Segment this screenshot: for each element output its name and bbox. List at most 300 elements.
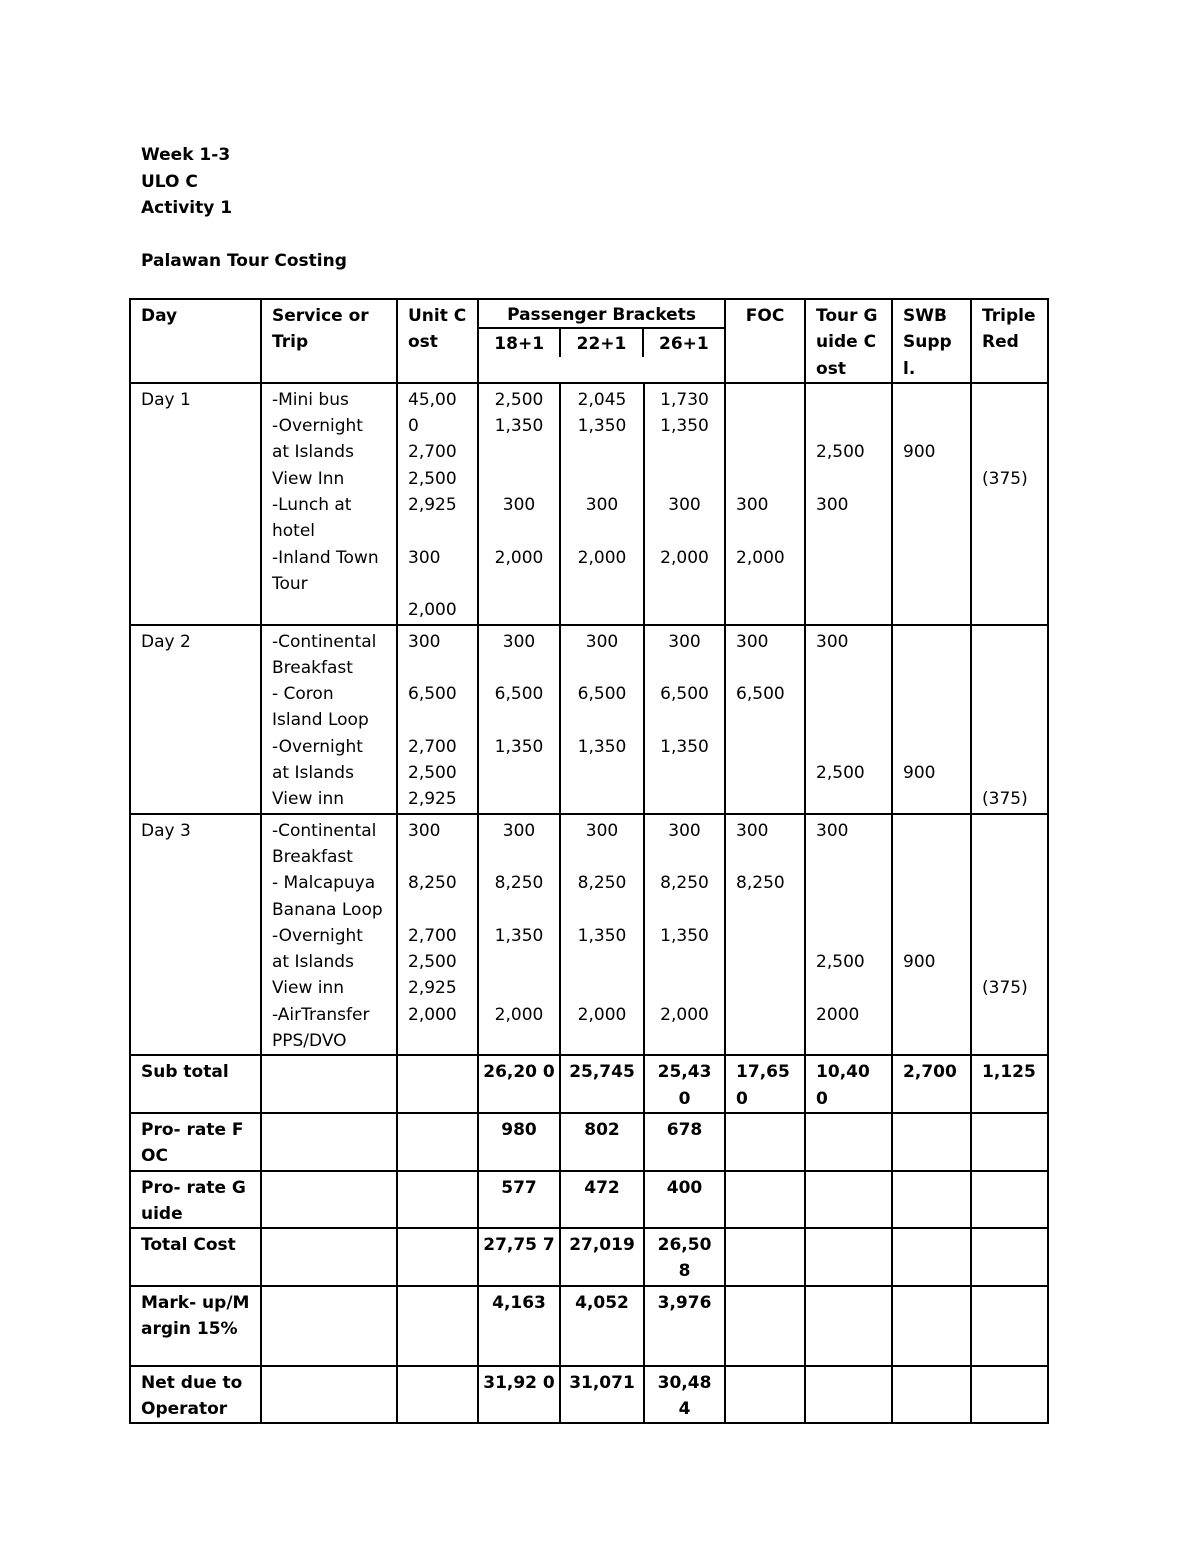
line-value: -Mini bus <box>272 389 349 410</box>
line-value: 8,250 <box>660 873 709 894</box>
service-cell <box>261 625 397 814</box>
line-value <box>649 655 720 681</box>
line-value <box>736 1002 794 1028</box>
triple-cell <box>971 383 1048 625</box>
day-cell: Day 3 <box>130 814 261 1056</box>
b1-cell <box>478 625 560 814</box>
line-value <box>736 439 794 465</box>
line-value <box>483 597 555 623</box>
line-value <box>903 681 960 707</box>
line-value: hotel <box>272 521 316 542</box>
summary-swb <box>892 1366 971 1424</box>
summary-b3: 3,976 <box>644 1286 725 1366</box>
line-value <box>982 629 1037 655</box>
bracket-18-1: 18+1 <box>494 334 545 354</box>
line-value <box>982 818 1037 844</box>
summary-row <box>130 1055 1048 1113</box>
line-value <box>982 897 1037 923</box>
line-value: -Continental <box>272 820 377 841</box>
line-value <box>816 870 881 896</box>
line-value <box>903 492 960 518</box>
line-value: 1,350 <box>660 736 709 757</box>
summary-triple <box>971 1366 1048 1424</box>
line-value: 2,700 <box>408 925 457 946</box>
line-value <box>649 571 720 597</box>
header-tour-guide: Tour Guide Cost <box>805 299 892 383</box>
empty-cell <box>397 1366 478 1424</box>
unit-cost-cell <box>397 625 478 814</box>
line-value: -Inland Town <box>272 547 379 568</box>
line-value: 1,350 <box>494 925 544 946</box>
line-value <box>736 897 794 923</box>
line-value: 6,500 <box>736 684 785 705</box>
header-passenger-brackets <box>478 299 725 383</box>
line-value: Breakfast <box>272 657 353 678</box>
line-value: 2,500 <box>494 389 544 410</box>
line-value <box>982 923 1037 949</box>
summary-b3: 678 <box>644 1113 725 1171</box>
line-value <box>816 844 881 870</box>
line-value: at Islands <box>272 952 354 973</box>
line-value: 300 <box>816 631 849 652</box>
line-value <box>565 786 639 812</box>
line-value <box>408 518 467 544</box>
line-value <box>736 734 794 760</box>
summary-triple <box>971 1113 1048 1171</box>
line-value <box>483 518 555 544</box>
line-value <box>816 387 881 413</box>
line-value <box>736 707 794 733</box>
summary-b2: 472 <box>560 1171 644 1229</box>
line-value: 2,500 <box>816 442 865 463</box>
summary-triple <box>971 1286 1048 1366</box>
line-value <box>736 413 794 439</box>
bracket-26-1: 26+1 <box>642 329 724 357</box>
summary-b3: 400 <box>644 1171 725 1229</box>
summary-b3: 25,43 0 <box>644 1055 725 1113</box>
summary-b2: 31,071 <box>560 1366 644 1424</box>
summary-b2: 802 <box>560 1113 644 1171</box>
document-title: Palawan Tour Costing <box>141 251 347 271</box>
line-value <box>408 844 467 870</box>
line-value: 2,700 <box>408 736 457 757</box>
week-label: Week 1-3 <box>141 145 231 165</box>
summary-label: Sub total <box>130 1055 261 1113</box>
line-value <box>982 439 1037 465</box>
line-value <box>565 707 639 733</box>
empty-cell <box>261 1228 397 1286</box>
line-value <box>649 1028 720 1054</box>
swb-cell <box>892 814 971 1056</box>
line-value: 2,700 <box>408 442 457 463</box>
line-value <box>408 571 467 597</box>
summary-row <box>130 1366 1048 1424</box>
line-value <box>816 1028 881 1054</box>
summary-b1: 4,163 <box>478 1286 560 1366</box>
summary-label: Pro- rate Guide <box>130 1171 261 1229</box>
line-value: 2,000 <box>494 547 544 568</box>
line-value <box>649 466 720 492</box>
line-value: 0 <box>408 416 419 437</box>
tour-guide-cell <box>805 625 892 814</box>
line-value <box>816 681 881 707</box>
summary-foc <box>725 1286 805 1366</box>
line-value <box>816 597 881 623</box>
line-value <box>408 1028 467 1054</box>
empty-cell <box>261 1113 397 1171</box>
line-value <box>816 545 881 571</box>
document-header <box>141 142 347 275</box>
foc-cell <box>725 814 805 1056</box>
line-value <box>903 1028 960 1054</box>
summary-tour-guide <box>805 1113 892 1171</box>
empty-cell <box>397 1228 478 1286</box>
line-value <box>483 466 555 492</box>
service-cell <box>261 383 397 625</box>
summary-triple <box>971 1228 1048 1286</box>
line-value: PPS/DVO <box>272 1031 347 1052</box>
line-value: 300 <box>668 820 701 841</box>
line-value: 2000 <box>816 1004 860 1025</box>
summary-row <box>130 1171 1048 1229</box>
summary-swb <box>892 1228 971 1286</box>
triple-cell <box>971 814 1048 1056</box>
line-value <box>982 387 1037 413</box>
header-swb: SWB Suppl. <box>892 299 971 383</box>
summary-foc <box>725 1228 805 1286</box>
line-value: 2,000 <box>660 1004 709 1025</box>
line-value <box>903 545 960 571</box>
line-value: 1,350 <box>577 925 627 946</box>
unit-cost-cell <box>397 814 478 1056</box>
line-value <box>982 870 1037 896</box>
line-value <box>816 413 881 439</box>
line-value <box>649 897 720 923</box>
line-value: 6,500 <box>660 684 709 705</box>
line-value <box>816 466 881 492</box>
line-value <box>649 597 720 623</box>
header-foc: FOC <box>725 299 805 383</box>
line-value <box>649 975 720 1001</box>
unit-cost-cell <box>397 383 478 625</box>
line-value <box>565 760 639 786</box>
day-cell: Day 2 <box>130 625 261 814</box>
line-value <box>649 760 720 786</box>
summary-triple <box>971 1171 1048 1229</box>
day-row <box>130 625 1048 814</box>
line-value <box>565 1028 639 1054</box>
line-value: 8,250 <box>577 873 627 894</box>
line-value <box>483 571 555 597</box>
foc-cell <box>725 383 805 625</box>
line-value: (375) <box>982 978 1028 999</box>
line-value: -Overnight <box>272 416 363 437</box>
line-value <box>565 466 639 492</box>
passenger-brackets-title: Passenger Brackets <box>479 300 724 329</box>
summary-label: Net due to Operator <box>130 1366 261 1424</box>
line-value <box>649 707 720 733</box>
line-value: 1,730 <box>660 389 709 410</box>
summary-tour-guide: 10,400 <box>805 1055 892 1113</box>
line-value <box>982 707 1037 733</box>
line-value: 2,500 <box>408 468 457 489</box>
line-value: 2,000 <box>660 547 709 568</box>
summary-label: Pro- rate FOC <box>130 1113 261 1171</box>
summary-foc <box>725 1366 805 1424</box>
line-value <box>736 923 794 949</box>
line-value: 6,500 <box>577 684 627 705</box>
line-value <box>736 975 794 1001</box>
line-value <box>982 760 1037 786</box>
line-value: View inn <box>272 789 345 810</box>
line-value <box>982 1028 1037 1054</box>
line-value: 300 <box>585 631 619 652</box>
line-value <box>736 844 794 870</box>
line-value: 2,500 <box>408 763 457 784</box>
line-value <box>903 870 960 896</box>
line-value <box>982 734 1037 760</box>
line-value <box>483 897 555 923</box>
line-value <box>903 734 960 760</box>
line-value: -Continental <box>272 631 377 652</box>
empty-cell <box>397 1055 478 1113</box>
line-value <box>736 597 794 623</box>
line-value <box>982 413 1037 439</box>
table-body <box>130 299 1048 1423</box>
line-value: 900 <box>903 442 936 463</box>
line-value: 6,500 <box>494 684 544 705</box>
header-row <box>130 299 1048 383</box>
line-value: 300 <box>736 631 769 652</box>
line-value <box>565 949 639 975</box>
line-value: Banana Loop <box>272 899 383 920</box>
line-value <box>816 655 881 681</box>
empty-cell <box>397 1286 478 1366</box>
line-value: 2,000 <box>408 1004 457 1025</box>
line-value: 2,925 <box>408 978 457 999</box>
summary-row <box>130 1286 1048 1366</box>
line-value <box>903 786 960 812</box>
summary-label: Total Cost <box>130 1228 261 1286</box>
line-value: Breakfast <box>272 846 353 867</box>
line-value <box>565 571 639 597</box>
line-value <box>649 786 720 812</box>
summary-foc <box>725 1171 805 1229</box>
line-value <box>565 518 639 544</box>
line-value <box>903 629 960 655</box>
line-value: 1,350 <box>660 925 709 946</box>
summary-row <box>130 1228 1048 1286</box>
line-value: 300 <box>502 820 536 841</box>
line-value: 2,000 <box>494 1004 544 1025</box>
b2-cell <box>560 814 644 1056</box>
line-value <box>483 949 555 975</box>
line-value <box>903 818 960 844</box>
line-value: 2,000 <box>408 600 457 621</box>
summary-b1: 26,20 0 <box>478 1055 560 1113</box>
line-value: 900 <box>903 763 936 784</box>
line-value <box>982 545 1037 571</box>
line-value: 300 <box>816 820 849 841</box>
line-value <box>903 597 960 623</box>
line-value: 8,250 <box>408 873 457 894</box>
line-value <box>816 707 881 733</box>
line-value: at Islands <box>272 763 354 784</box>
line-value <box>816 897 881 923</box>
line-value: -AirTransfer <box>272 1004 370 1025</box>
swb-cell <box>892 383 971 625</box>
summary-b2: 27,019 <box>560 1228 644 1286</box>
empty-cell <box>261 1055 397 1113</box>
line-value: - Malcapuya <box>272 873 376 894</box>
line-value <box>483 844 555 870</box>
summary-swb <box>892 1286 971 1366</box>
day-row <box>130 383 1048 625</box>
line-value <box>982 518 1037 544</box>
line-value <box>736 760 794 786</box>
b2-cell <box>560 383 644 625</box>
header-service: Service or Trip <box>261 299 397 383</box>
line-value: 300 <box>585 495 619 516</box>
foc-cell <box>725 625 805 814</box>
line-value: View Inn <box>272 468 345 489</box>
line-value: 2,500 <box>408 952 457 973</box>
b3-cell <box>644 383 725 625</box>
line-value: 2,000 <box>736 547 785 568</box>
line-value <box>736 949 794 975</box>
line-value <box>982 681 1037 707</box>
line-value: 8,250 <box>494 873 544 894</box>
line-value <box>816 571 881 597</box>
line-value: 1,350 <box>494 736 544 757</box>
line-value <box>903 387 960 413</box>
line-value: 2,000 <box>577 547 627 568</box>
summary-tour-guide <box>805 1228 892 1286</box>
line-value <box>408 655 467 681</box>
line-value: 1,350 <box>494 416 544 437</box>
summary-b1: 31,92 0 <box>478 1366 560 1424</box>
line-value <box>649 949 720 975</box>
empty-cell <box>261 1171 397 1229</box>
line-value: 300 <box>408 631 441 652</box>
line-value: 300 <box>736 820 769 841</box>
line-value <box>903 923 960 949</box>
summary-foc <box>725 1113 805 1171</box>
line-value <box>903 707 960 733</box>
line-value: at Islands <box>272 442 354 463</box>
line-value <box>483 439 555 465</box>
line-value: 300 <box>408 547 441 568</box>
line-value: 300 <box>585 820 619 841</box>
line-value <box>816 734 881 760</box>
line-value <box>565 897 639 923</box>
summary-b1: 27,75 7 <box>478 1228 560 1286</box>
line-value <box>565 597 639 623</box>
line-value: View inn <box>272 978 345 999</box>
header-day: Day <box>130 299 261 383</box>
summary-swb <box>892 1113 971 1171</box>
summary-b3: 26,50 8 <box>644 1228 725 1286</box>
line-value <box>736 466 794 492</box>
line-value <box>483 1028 555 1054</box>
line-value <box>903 466 960 492</box>
header-triple: Triple Red <box>971 299 1048 383</box>
line-value: 300 <box>502 631 536 652</box>
line-value <box>903 844 960 870</box>
line-value <box>982 844 1037 870</box>
line-value: 300 <box>668 631 701 652</box>
line-value: 45,00 <box>408 389 457 410</box>
line-value: (375) <box>982 789 1028 810</box>
line-value: 1,350 <box>660 416 709 437</box>
line-value <box>483 760 555 786</box>
line-value <box>649 844 720 870</box>
line-value <box>903 1002 960 1028</box>
line-value: Island Loop <box>272 710 369 731</box>
line-value <box>982 1002 1037 1028</box>
activity-label: Activity 1 <box>141 198 233 218</box>
line-value: 900 <box>903 952 936 973</box>
line-value <box>272 597 386 623</box>
empty-cell <box>261 1366 397 1424</box>
line-value: 2,500 <box>816 763 865 784</box>
line-value <box>408 707 467 733</box>
line-value <box>736 1028 794 1054</box>
empty-cell <box>261 1286 397 1366</box>
line-value: 1,350 <box>577 416 627 437</box>
line-value <box>483 655 555 681</box>
summary-swb: 2,700 <box>892 1055 971 1113</box>
line-value: -Lunch at <box>272 495 352 516</box>
line-value: 2,000 <box>577 1004 627 1025</box>
summary-b3: 30,48 4 <box>644 1366 725 1424</box>
summary-tour-guide <box>805 1286 892 1366</box>
tour-guide-cell <box>805 383 892 625</box>
line-value <box>903 655 960 681</box>
line-value: 300 <box>736 495 769 516</box>
bracket-22-1: 22+1 <box>559 329 641 357</box>
empty-cell <box>397 1171 478 1229</box>
b2-cell <box>560 625 644 814</box>
summary-b2: 4,052 <box>560 1286 644 1366</box>
header-unit-cost: Unit Cost <box>397 299 478 383</box>
line-value <box>483 975 555 1001</box>
line-value <box>736 387 794 413</box>
line-value <box>903 518 960 544</box>
summary-swb <box>892 1171 971 1229</box>
line-value: (375) <box>982 468 1028 489</box>
line-value: 300 <box>668 495 701 516</box>
line-value <box>408 897 467 923</box>
line-value <box>903 975 960 1001</box>
service-cell <box>261 814 397 1056</box>
summary-tour-guide <box>805 1171 892 1229</box>
line-value: 1,350 <box>577 736 627 757</box>
line-value <box>903 897 960 923</box>
line-value: -Overnight <box>272 925 363 946</box>
empty-cell <box>397 1113 478 1171</box>
line-value <box>649 439 720 465</box>
line-value: - Coron <box>272 684 334 705</box>
line-value <box>736 655 794 681</box>
line-value: 6,500 <box>408 684 457 705</box>
line-value <box>982 949 1037 975</box>
swb-cell <box>892 625 971 814</box>
day-cell: Day 1 <box>130 383 261 625</box>
summary-b2: 25,745 <box>560 1055 644 1113</box>
line-value <box>816 518 881 544</box>
line-value: -Overnight <box>272 736 363 757</box>
